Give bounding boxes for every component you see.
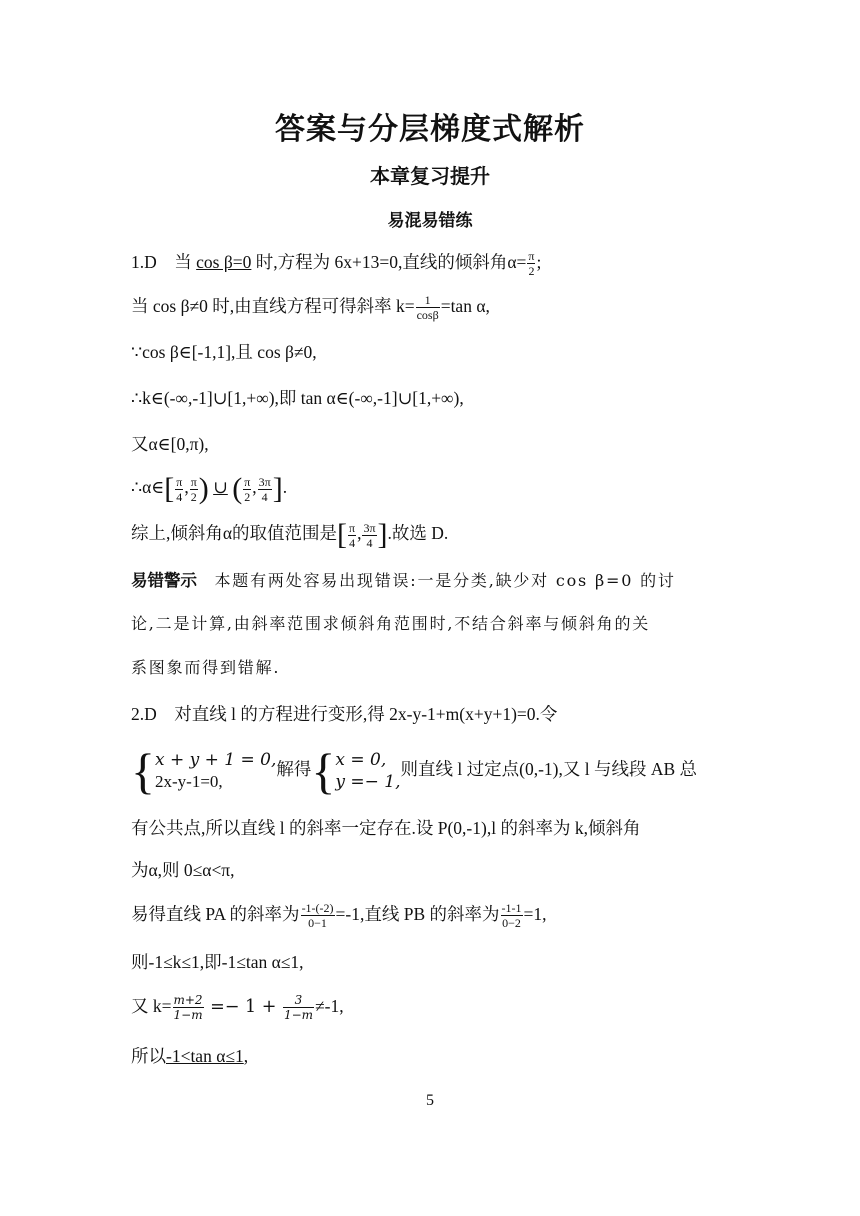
q2-line-4: 为α,则 0≤α<π, bbox=[131, 860, 235, 880]
q2-line-7: 又 k= $\frac{m+2}{1-m}$ =− 1 + $\frac{3}{1-m}$ ≠-1, bbox=[131, 993, 344, 1023]
q1-line-3: ∵cos β∈[-1,1],且 cos β≠0, bbox=[131, 342, 317, 362]
q2-line-8: 所以-1<tan α≤1, bbox=[131, 1046, 249, 1066]
text: 1.D 当 bbox=[131, 252, 197, 272]
equation-system-2: x = 0, y =− 1, bbox=[335, 749, 401, 792]
q1-line-1: 1.D 当 cos β=0 时,方程为 6x+13=0,直线的倾斜角α= $\frac{\pi}{2}$ ; bbox=[131, 249, 542, 279]
page-number: 5 bbox=[426, 1092, 434, 1109]
q1-line-6: ∴α∈[ $\frac{\pi}{4}$ , $\frac{\pi}{2}$ ) ∪ ( $\frac{\pi}{2}$ , $\frac{3\pi}{4}$ ]. bbox=[131, 472, 288, 505]
q2-line-1: 2.D 对直线 l 的方程进行变形,得 2x-y-1+m(x+y+1)=0.令 bbox=[131, 704, 558, 724]
q2-line-3: 有公共点,所以直线 l 的斜率一定存在.设 P(0,-1),l 的斜率为 k,倾斜角 bbox=[131, 818, 641, 838]
underlined-text: cos β=0 bbox=[196, 252, 252, 272]
q1-line-4: ∴k∈(-∞,-1]∪[1,+∞),即 tan α∈(-∞,-1]∪[1,+∞), bbox=[131, 388, 464, 408]
text: 时,方程为 6x+13=0,直线的倾斜角α= bbox=[251, 252, 527, 272]
warning-line-3: 系图象而得到错解. bbox=[131, 658, 281, 677]
q2-line-5: 易得直线 PA 的斜率为 $\frac{-1-(-2)}{0-1}$ =-1,直线 PB 的斜率为 $\frac{-1-1}{0-2}$ =1, bbox=[131, 901, 547, 931]
fraction: $\frac{1}{\cos\beta}$ bbox=[416, 293, 439, 323]
equation-system-1: x + y + 1 = 0, 2x-y-1=0, bbox=[155, 749, 277, 791]
chapter-subtitle: 本章复习提升 bbox=[370, 164, 490, 188]
warning-label: 易错警示 bbox=[131, 571, 197, 590]
q2-system-line: {x + y + 1 = 0, 2x-y-1=0,解得{x = 0, y =− 1,则直线 l 过定点(0,-1),又 l 与线段 AB 总 bbox=[131, 742, 698, 799]
q1-line-5: 又α∈[0,π), bbox=[131, 434, 209, 454]
page-title: 答案与分层梯度式解析 bbox=[275, 112, 585, 147]
warning-line-2: 论,二是计算,由斜率范围求倾斜角范围时,不结合斜率与倾斜角的关 bbox=[131, 614, 651, 633]
q2-line-6: 则-1≤k≤1,即-1≤tan α≤1, bbox=[131, 952, 304, 972]
section-heading: 易混易错练 bbox=[387, 211, 473, 231]
fraction: $\frac{\pi}{2}$ bbox=[528, 249, 535, 279]
q1-line-2: 当 cos β≠0 时,由直线方程可得斜率 k= $\frac{1}{\cos\beta}$ =tan α, bbox=[131, 293, 490, 323]
q1-line-7: 综上,倾斜角α的取值范围是[ $\frac{\pi}{4}$ , $\frac{3\pi}{4}$ ].故选 D. bbox=[131, 518, 449, 551]
warning-line-1: 易错警示 本题有两处容易出现错误:一是分类,缺少对 cos β=0 的讨 bbox=[131, 571, 676, 590]
